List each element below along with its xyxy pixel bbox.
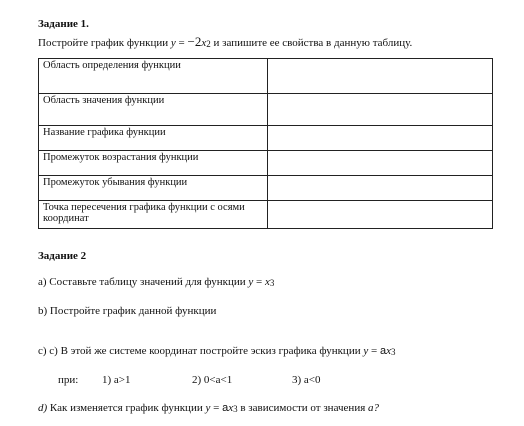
- table-cell-value[interactable]: [267, 201, 492, 229]
- task2-c-text: c) с) В этой же системе координат постройте эскиз графика функции: [38, 345, 364, 357]
- task2-item-b: b) Постройте график данной функции: [38, 305, 217, 317]
- task1-formula-eq: =: [175, 37, 188, 49]
- table-cell-label: Промежуток возрастания функции: [39, 151, 268, 176]
- table-row: [39, 59, 493, 94]
- table-cell-label: Название графика функции: [39, 126, 268, 151]
- table-cell-value[interactable]: [267, 151, 492, 176]
- table-cell-label: Точка пересечения графика функции с осями координат: [39, 201, 268, 229]
- task2-d-prefix: d): [38, 402, 48, 414]
- task2-c-eq: =: [368, 345, 380, 357]
- task2-item-c: [38, 345, 395, 357]
- task2-a-exp: 3: [269, 278, 275, 288]
- task1-formula-x: x: [201, 37, 207, 49]
- task2-a-x: x: [265, 276, 270, 288]
- table-cell-label: Промежуток убывания функции: [39, 176, 268, 201]
- task2-options: [58, 374, 321, 386]
- task2-a-eq: =: [253, 276, 266, 288]
- task2-d-eq: =: [210, 402, 223, 414]
- task2-a-y: y: [248, 276, 254, 288]
- task2-d-var: a?: [368, 402, 380, 414]
- table-row: [39, 94, 493, 126]
- task2-d-x: x: [228, 402, 234, 414]
- table-row: [39, 201, 493, 229]
- task2-d-a: a: [222, 402, 229, 414]
- task1-instruction-after: и запишите ее свойства в данную таблицу.: [210, 37, 413, 49]
- table-row: [39, 126, 493, 151]
- table-cell-value[interactable]: [267, 176, 492, 201]
- task2-item-d: [38, 402, 379, 414]
- table-cell-label: Область значения функции: [39, 94, 268, 126]
- task2-option-2: 2) 0<a<1: [192, 374, 233, 386]
- task2-item-a: [38, 276, 274, 288]
- task2-c-x: x: [386, 345, 391, 357]
- task1-instruction-before: Постройте график функции: [38, 37, 171, 49]
- task2-title: Задание 2: [38, 250, 87, 262]
- table-row: [39, 176, 493, 201]
- task1-formula-exp: 2: [206, 39, 211, 49]
- table-cell-label: Область определения функции: [39, 59, 268, 94]
- task2-d-y: y: [205, 402, 211, 414]
- task2-d-text: Как изменяется график функции: [47, 402, 206, 414]
- task1-formula-coef: −2: [187, 34, 202, 49]
- table-row: [39, 151, 493, 176]
- task2-c-y: y: [363, 345, 369, 357]
- properties-table: [38, 58, 493, 229]
- task2-option-3: 3) a<0: [292, 374, 321, 386]
- table-cell-value[interactable]: [267, 59, 492, 94]
- task2-option-1: 1) a>1: [102, 374, 131, 386]
- task1-title: Задание 1.: [38, 18, 89, 30]
- task1-formula-y: y: [170, 37, 176, 49]
- task2-c-exp: 3: [390, 347, 396, 357]
- task2-d-mid: в зависимости от значения: [237, 402, 369, 414]
- table-cell-value[interactable]: [267, 126, 492, 151]
- task2-when-label: при:: [58, 374, 79, 386]
- task2-a-text: a) Составьте таблицу значений для функции: [38, 276, 249, 288]
- task1-instruction: [38, 34, 412, 50]
- task2-d-exp: 3: [233, 404, 238, 414]
- table-cell-value[interactable]: [267, 94, 492, 126]
- task2-c-a: a: [379, 345, 387, 357]
